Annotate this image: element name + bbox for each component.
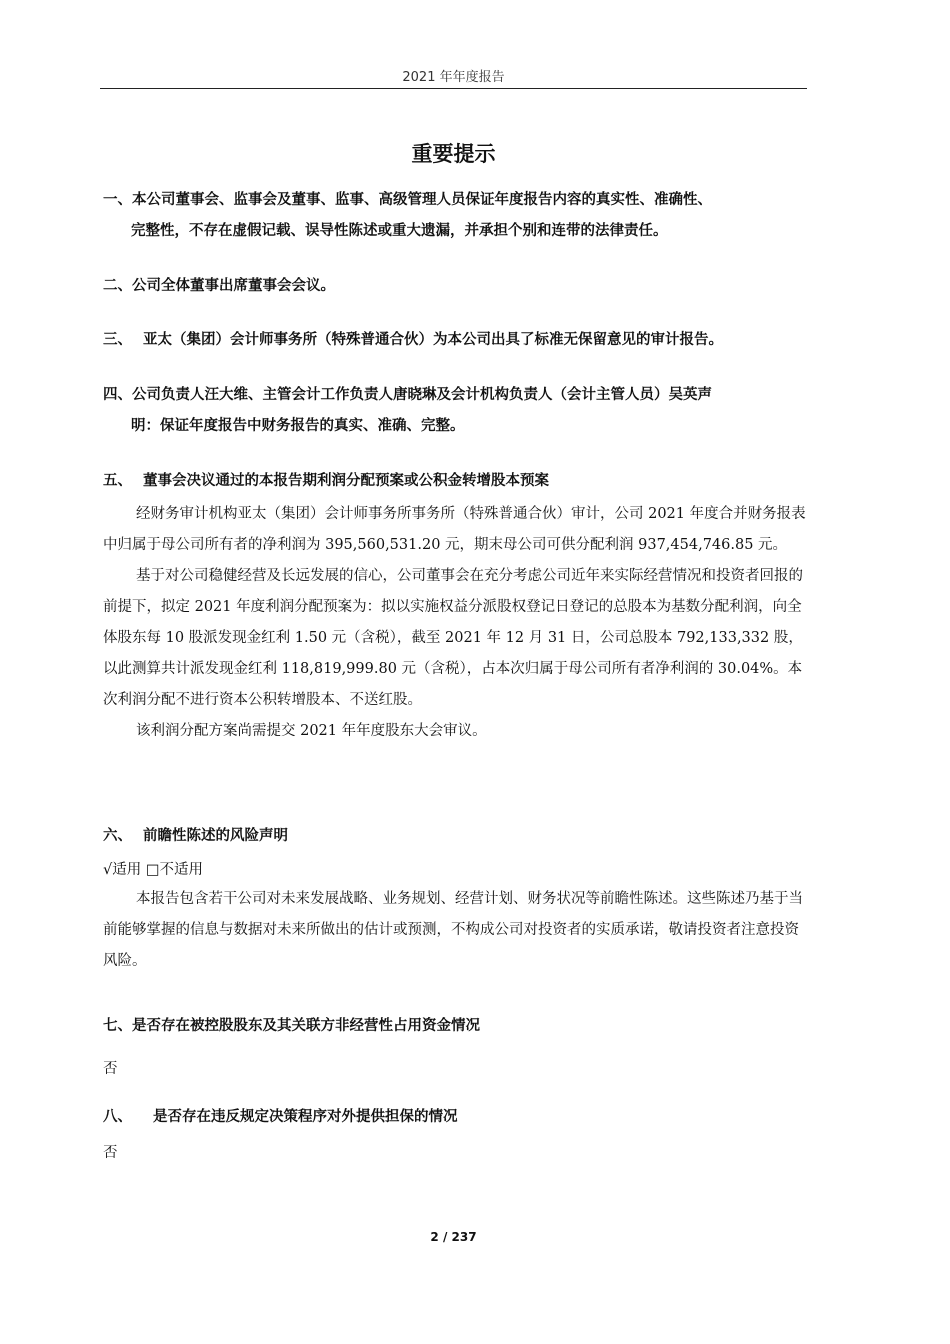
section-5-paragraph-2: 基于对公司稳健经营及长远发展的信心，公司董事会在充分考虑公司近年来实际经营情况和投资者回报的前提下，拟定 2021 年度利润分配预案为：拟以实施权益分派股权登记日登记的总股本为基数分配利润，向全体股东每 10 股派发现金红利 1.50 元（含税），截至 2021 年 12 月 31 日，公司总股本 792,133,332 股，以此测算共计派发现金红利 118,819,999.80 元（含税），占本次归属于母公司所有者净利润的 30.04%。本次利润分配不进行资本公积转增股本、不送红股。 [103,568,803,708]
applicability-options: √适用 □不适用 [103,862,204,878]
section-1-number: 一、 [103,192,132,208]
header-rule [100,88,807,89]
section-2-text: 公司全体董事出席董事会会议。 [132,278,335,294]
section-8-number: 八、 [103,1109,132,1125]
section-4 [103,380,813,442]
section-6-heading [103,821,813,852]
section-7-number: 七、 [103,1018,132,1034]
section-3 [103,325,813,356]
section-2 [103,271,813,302]
section-6-paragraph-1: 本报告包含若干公司对未来发展战略、业务规划、经营计划、财务状况等前瞻性陈述。这些陈述乃基于当前能够掌握的信息与数据对未来所做出的估计或预测，不构成公司对投资者的实质承诺，敬请投资者注意投资风险。 [103,891,803,969]
section-5-heading-text: 董事会决议通过的本报告期利润分配预案或公积金转增股本预案 [143,473,549,489]
section-5-paragraph-3: 该利润分配方案尚需提交 2021 年年度股东大会审议。 [136,723,487,739]
page-title: 重要提示 [411,142,496,166]
section-7-answer: 否 [103,1061,118,1077]
section-7-heading-text: 是否存在被控股股东及其关联方非经营性占用资金情况 [132,1018,480,1034]
section-2-number: 二、 [103,278,132,294]
page-number: 2 / 237 [430,1230,477,1244]
section-5-number: 五、 [103,473,132,489]
section-8-heading [103,1102,813,1133]
section-8-answer: 否 [103,1145,118,1161]
section-3-text: 亚太（集团）会计师事务所（特殊普通合伙）为本公司出具了标准无保留意见的审计报告。 [143,332,723,348]
section-6-body [103,884,808,977]
section-1-text-b: 完整性，不存在虚假记载、误导性陈述或重大遗漏，并承担个别和连带的法律责任。 [131,223,668,239]
section-6-heading-text: 前瞻性陈述的风险声明 [143,828,288,844]
section-4-text-a: 公司负责人汪大维、主管会计工作负责人唐晓琳及会计机构负责人（会计主管人员）吴英声 [132,387,712,403]
running-header: 2021 年年度报告 [402,70,505,85]
section-7-heading [103,1011,813,1042]
section-5-body [103,499,808,747]
section-5-paragraph-1: 经财务审计机构亚太（集团）会计师事务所事务所（特殊普通合伙）审计，公司 2021 年度合并财务报表中归属于母公司所有者的净利润为 395,560,531.20 元，期末母公司可供分配利润 937,454,746.85 元。 [103,506,806,553]
section-4-text-b: 明：保证年度报告中财务报告的真实、准确、完整。 [131,418,465,434]
section-1 [103,185,813,247]
section-5-heading [103,466,813,497]
section-3-number: 三、 [103,332,132,348]
section-4-number: 四、 [103,387,132,403]
section-6-number: 六、 [103,828,132,844]
section-8-heading-text: 是否存在违反规定决策程序对外提供担保的情况 [153,1109,458,1125]
section-1-text-a: 本公司董事会、监事会及董事、监事、高级管理人员保证年度报告内容的真实性、准确性、 [132,192,712,208]
